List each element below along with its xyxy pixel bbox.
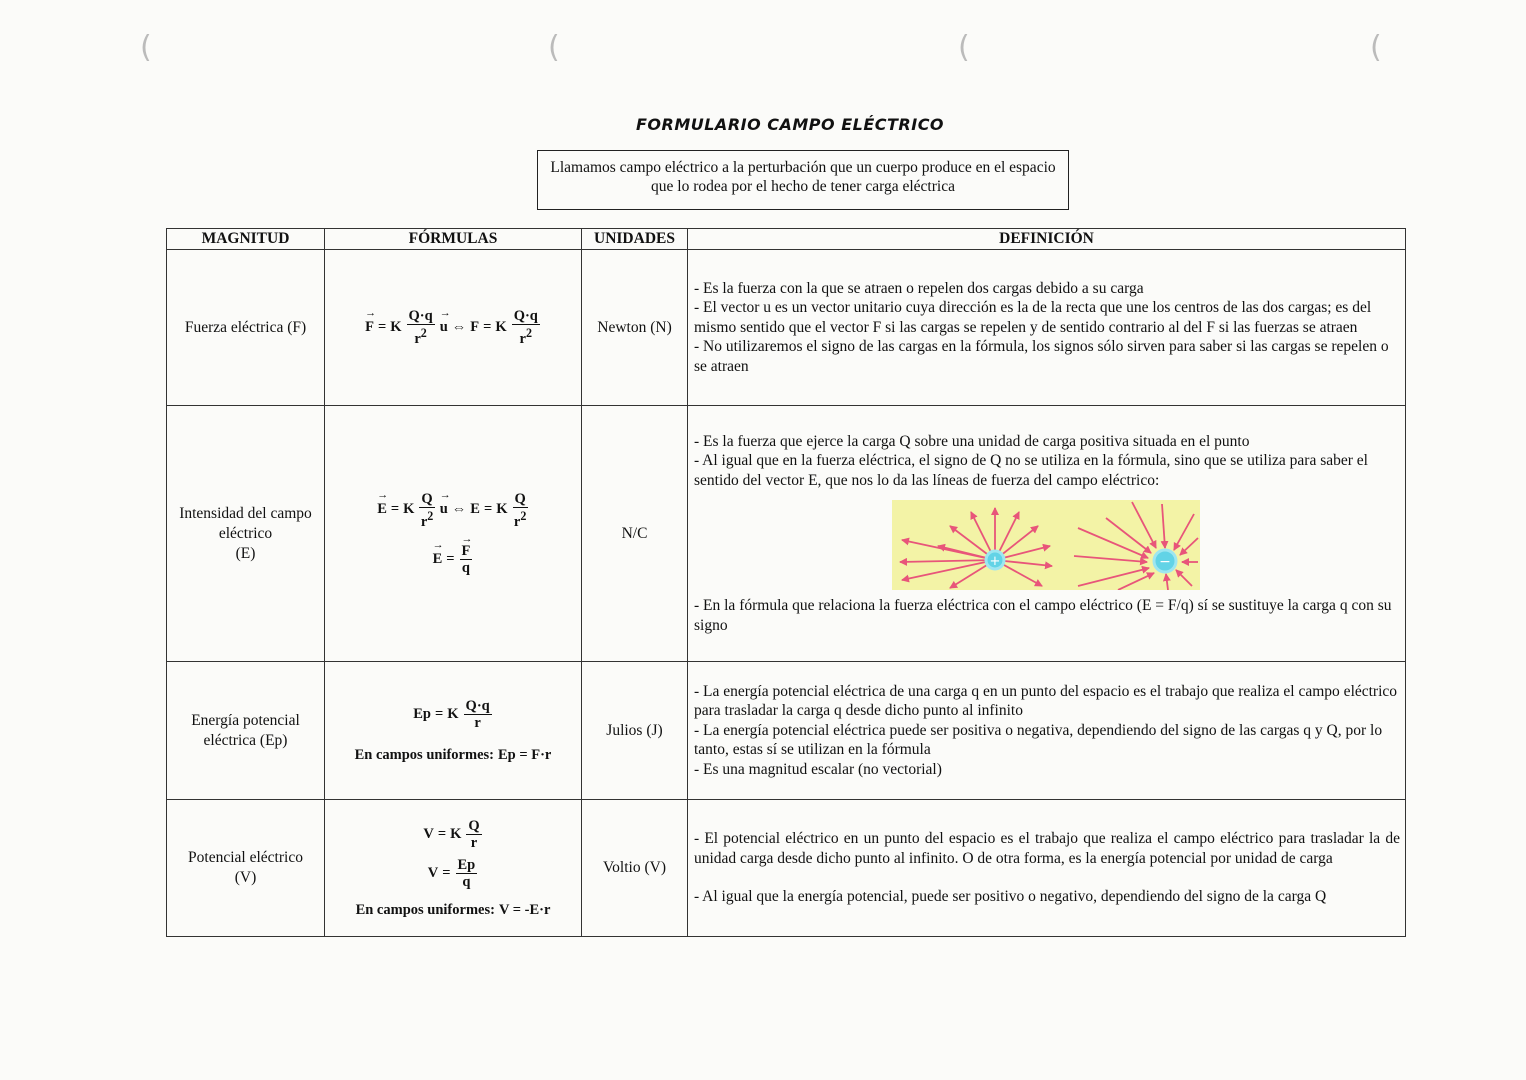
exponent: 2 [520, 508, 527, 523]
r-symbol: r [513, 513, 521, 530]
definition-line: - La energía potencial eléctrica de una carga q en un punto del espacio es el trabajo que realiza el campo eléctrico para trasladar la carga q desde dicho punto al infinito [694, 682, 1398, 720]
field-lines-svg [892, 500, 1200, 590]
fraction [419, 491, 434, 530]
definicion-fuerza [688, 250, 1406, 406]
header-definicion: DEFINICIÓN [688, 229, 1406, 250]
definicion-energia [688, 662, 1406, 800]
denominator: q [462, 873, 471, 890]
vector-E: → E [377, 501, 387, 518]
constant-k: K [495, 318, 507, 335]
margin-mark: ( [1370, 30, 1382, 65]
definicion-potencial [688, 800, 1406, 937]
intro-box: Llamamos campo eléctrico a la perturbación que un cuerpo produce en el espacio que lo rodea por el hecho de tener carga eléctrica [537, 150, 1069, 210]
fraction [512, 308, 540, 347]
exponent: 2 [525, 326, 533, 341]
fraction [407, 308, 435, 347]
formula-energia [325, 662, 582, 800]
margin-mark: ( [958, 30, 970, 65]
definition-line: - El potencial eléctrico en un punto del espacio es el trabajo que realiza el campo eléctrico para trasladar la de unidad carga desde dicho punto al infinito. O de otra forma, es la energía potencial por unidad de carga [694, 830, 1400, 867]
positive-sign: + [989, 554, 1001, 570]
definition-line: - Es la fuerza con la que se atraen o repelen dos cargas debido a su carga [694, 279, 1144, 297]
table-row [167, 250, 1406, 406]
unidad-potencial: Voltio (V) [582, 800, 688, 937]
numerator: Q [514, 490, 526, 507]
vector-u: → u [440, 319, 448, 336]
denominator [421, 508, 433, 530]
definition-line: - Es la fuerza que ejerce la carga Q sobre una unidad de carga positiva situada en el punto [694, 432, 1250, 450]
r-symbol: r [420, 513, 428, 530]
uniform-formula: Ep = F·r [497, 746, 552, 763]
numerator: Q·q [513, 308, 538, 325]
table-row [167, 662, 1406, 800]
numerator: Q·q [465, 697, 490, 714]
header-formulas: FÓRMULAS [325, 229, 582, 250]
fraction [513, 491, 528, 530]
magnitud-potencial [167, 800, 325, 937]
equals-sign: = [377, 318, 387, 335]
uniform-label: En campos uniformes: [354, 746, 494, 763]
negative-sign: − [1159, 554, 1171, 571]
table-header-row [167, 229, 1406, 250]
definition-line: - En la fórmula que relaciona la fuerza eléctrica con el campo eléctrico (E = F/q) sí se sustituye la carga q con su signo [694, 597, 1392, 634]
equals-sign: = [435, 705, 444, 722]
scalar-F: F [470, 318, 480, 335]
vector-u: → u [440, 501, 448, 518]
equals-sign: = [390, 501, 400, 518]
denominator: r [470, 834, 478, 851]
symbol-V: V [427, 864, 439, 881]
magnitud-line: eléctrica (Ep) [203, 731, 288, 749]
header-unidades: UNIDADES [582, 229, 688, 250]
exponent: 2 [427, 508, 434, 523]
constant-k: K [390, 318, 402, 335]
formula-table [166, 228, 1406, 937]
equals-sign: = [437, 825, 447, 842]
formula-potencial [325, 800, 582, 937]
magnitud-line: Intensidad del campo [179, 504, 312, 522]
numerator: Ep [457, 856, 476, 873]
vector-E: → E [433, 551, 443, 568]
denominator: r [474, 714, 481, 731]
definicion-campo [688, 406, 1406, 662]
denominator [414, 325, 426, 347]
fraction [460, 543, 473, 576]
formula-fuerza [325, 250, 582, 406]
magnitud-energia [167, 662, 325, 800]
r-symbol: r [519, 330, 526, 347]
fraction [464, 698, 492, 731]
magnitud-line: (E) [235, 544, 256, 562]
magnitud-line: eléctrico [218, 524, 273, 542]
symbol-V: V [423, 825, 434, 842]
denominator [514, 508, 526, 530]
table-row [167, 406, 1406, 662]
scalar-E: E [470, 501, 480, 518]
magnitud-fuerza: Fuerza eléctrica (F) [167, 250, 325, 406]
magnitud-line: Potencial eléctrico [188, 849, 303, 866]
definition-line: - Es una magnitud escalar (no vectorial) [694, 760, 942, 778]
constant-k: K [447, 705, 459, 722]
margin-mark: ( [140, 30, 152, 65]
r-symbol: r [414, 330, 421, 347]
uniform-formula: V = -E·r [498, 901, 551, 918]
definition-line: - El vector u es un vector unitario cuya dirección es la de la recta que une los centros de las dos cargas; es del mismo sentido que el vector F si las cargas se repelen y de sentido contrario al del F si las fuerzas se atraen [694, 299, 1372, 336]
margin-mark: ( [548, 30, 560, 65]
table-row [167, 800, 1406, 937]
unidad-energia: Julios (J) [582, 662, 688, 800]
vector-F: → F [365, 319, 374, 336]
vector-F: → F [462, 543, 471, 559]
constant-k: K [403, 501, 415, 518]
constant-k: K [450, 825, 462, 842]
unidad-campo: N/C [582, 406, 688, 662]
denominator: q [461, 560, 470, 577]
definition-line: - La energía potencial eléctrica puede ser positiva o negativa, dependiendo del signo de las cargas q y Q, por lo tanto, estas sí se utilizan en la fórmula [694, 721, 1383, 759]
field-lines-diagram [892, 500, 1200, 590]
definition-line: - Al igual que la energía potencial, puede ser positivo o negativo, dependiendo del signo de la carga Q [694, 888, 1327, 906]
definition-line: - No utilizaremos el signo de las cargas en la fórmula, los signos sólo sirven para saber si las cargas se repelen o se atraen [694, 338, 1389, 375]
denominator [520, 325, 532, 347]
magnitud-line: Energía potencial [191, 711, 300, 729]
equivalence-sign: ⇔ [451, 318, 467, 335]
fraction [456, 857, 478, 890]
equivalence-sign: ⇔ [451, 501, 467, 518]
fraction [466, 818, 481, 851]
equals-sign: = [483, 318, 492, 335]
constant-k: K [496, 501, 508, 518]
unidad-fuerza: Newton (N) [582, 250, 688, 406]
numerator: Q [421, 490, 433, 507]
page-title: FORMULARIO CAMPO ELÉCTRICO [635, 115, 945, 134]
formula-campo [325, 406, 582, 662]
symbol-Ep: Ep [413, 705, 431, 722]
magnitud-line: (V) [234, 869, 257, 886]
exponent: 2 [420, 326, 427, 341]
magnitud-campo [167, 406, 325, 662]
definition-line: - Al igual que en la fuerza eléctrica, el signo de Q no se utiliza en la fórmula, sino que se utiliza para saber el sentido del vector E, que nos lo da las líneas de fuerza del campo eléctrico: [694, 452, 1368, 489]
equals-sign: = [442, 864, 451, 881]
uniform-label: En campos uniformes: [355, 901, 495, 918]
header-magnitud: MAGNITUD [167, 229, 325, 250]
numerator: Q [468, 817, 480, 834]
equals-sign: = [446, 551, 455, 568]
equals-sign: = [483, 501, 493, 518]
numerator: Q·q [408, 308, 433, 325]
